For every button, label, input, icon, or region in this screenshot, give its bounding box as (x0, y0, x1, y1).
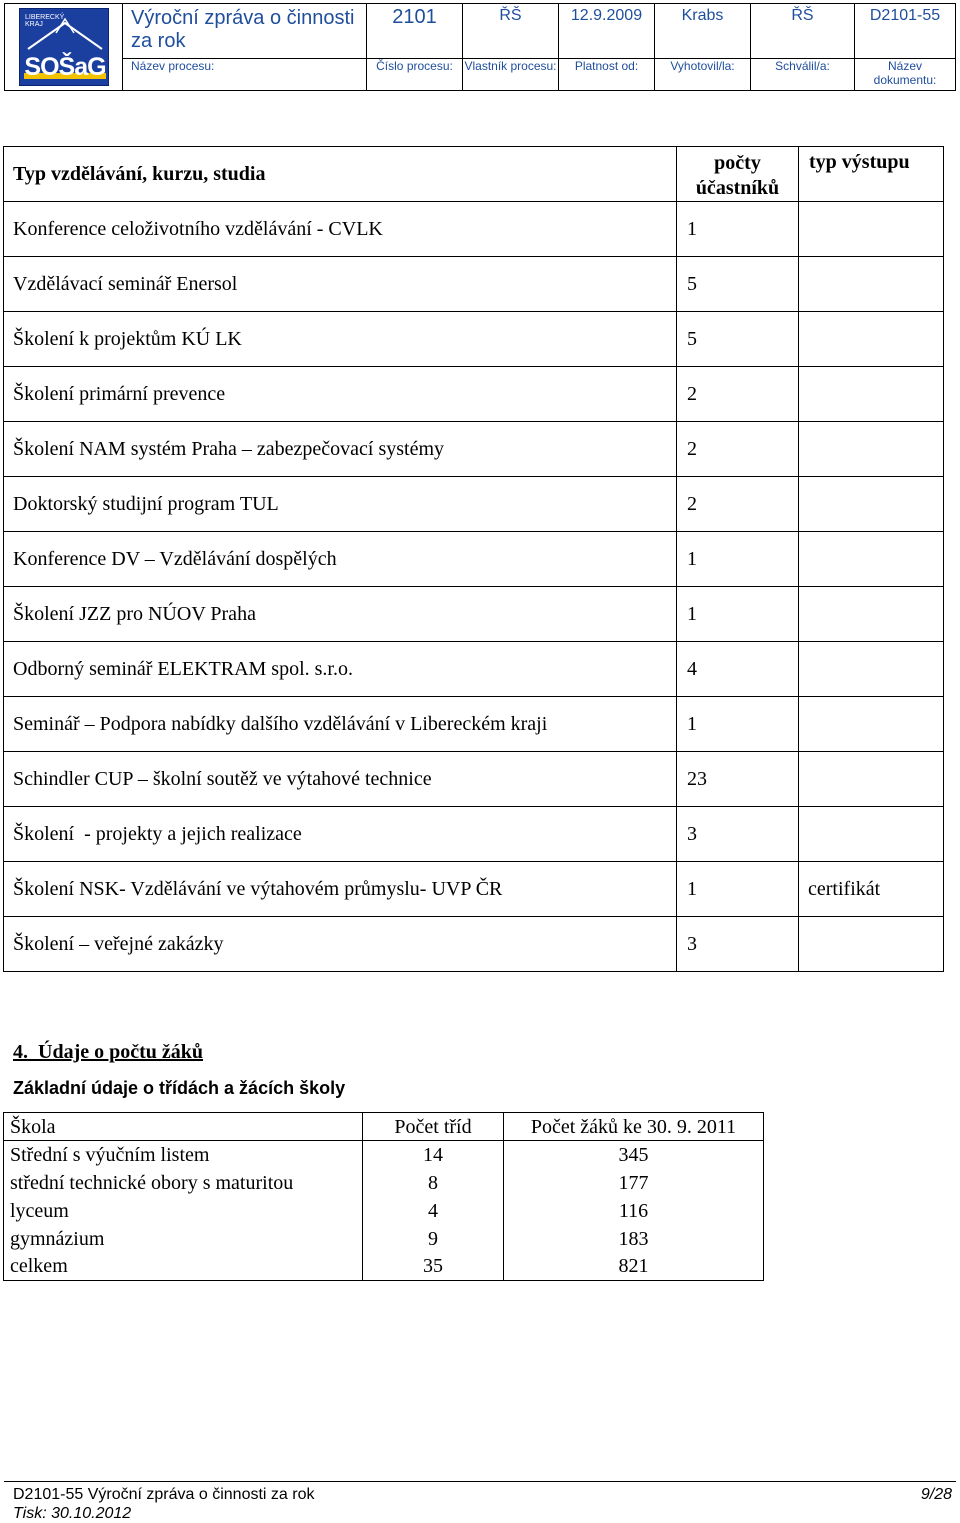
output-type (799, 807, 944, 862)
table-row (4, 917, 944, 972)
prepared-by-value: Krabs (655, 4, 750, 59)
output-type (799, 917, 944, 972)
table-row (4, 1169, 764, 1197)
training-name: Vzdělávací seminář Enersol (4, 257, 677, 312)
participant-count: 1 (677, 697, 799, 752)
table-row (4, 587, 944, 642)
table-row (4, 752, 944, 807)
training-name: Konference DV – Vzdělávání dospělých (4, 532, 677, 587)
header-training-type: Typ vzdělávání, kurzu, studia (4, 147, 677, 202)
student-count: 177 (504, 1169, 764, 1197)
footer-divider (4, 1481, 956, 1482)
class-count: 14 (363, 1141, 504, 1169)
table-row (4, 312, 944, 367)
table-row (4, 697, 944, 752)
output-type (799, 532, 944, 587)
participant-count: 1 (677, 862, 799, 917)
process-name-value: Výroční zpráva o činnosti za rok (123, 4, 366, 59)
document-name-value: D2101-55 (855, 4, 955, 59)
school-type: gymnázium (4, 1225, 363, 1253)
table-row (4, 807, 944, 862)
table-row (4, 642, 944, 697)
students-header-row (4, 1113, 764, 1141)
class-count: 9 (363, 1225, 504, 1253)
process-owner-label: Vlastník procesu: (464, 59, 557, 73)
table-row (4, 532, 944, 587)
section-subtitle: Základní údaje o třídách a žácích školy (13, 1078, 346, 1098)
footer-document: D2101-55 Výroční zpráva o činnosti za rok (13, 1486, 315, 1503)
training-name: Školení JZZ pro NÚOV Praha (4, 587, 677, 642)
training-header-row (4, 147, 944, 202)
header-student-count: Počet žáků ke 30. 9. 2011 (504, 1113, 764, 1141)
table-row (4, 367, 944, 422)
table-row (4, 1197, 764, 1225)
output-type (799, 202, 944, 257)
participant-count: 3 (677, 807, 799, 862)
output-type (799, 587, 944, 642)
header-prepared-by (655, 4, 751, 90)
student-count: 116 (504, 1197, 764, 1225)
participant-count: 1 (677, 202, 799, 257)
output-type (799, 642, 944, 697)
school-logo (19, 8, 109, 86)
section-title: 4. Údaje o počtu žáků (13, 1041, 204, 1063)
training-name: Schindler CUP – školní soutěž ve výtahové technice (4, 752, 677, 807)
table-row (4, 477, 944, 532)
training-table (3, 146, 944, 972)
output-type (799, 477, 944, 532)
logo-text: SOŠaG (24, 53, 106, 81)
student-count: 821 (504, 1253, 764, 1281)
header-participant-count: počty účastníků (677, 147, 799, 202)
participant-count: 2 (677, 367, 799, 422)
header-valid-from (559, 4, 655, 90)
training-name: Doktorský studijní program TUL (4, 477, 677, 532)
document-name-label: Název dokumentu: (873, 59, 937, 87)
header-approved-by (751, 4, 855, 90)
training-name: Školení NAM systém Praha – zabezpečovací systémy (4, 422, 677, 477)
valid-from-label: Platnost od: (574, 59, 639, 73)
header-class-count: Počet tříd (363, 1113, 504, 1141)
training-name: Konference celoživotního vzdělávání - CVLK (4, 202, 677, 257)
header-school-type: Škola (4, 1113, 363, 1141)
process-number-label: Číslo procesu: (376, 59, 453, 73)
header-output-type: typ výstupu (799, 147, 944, 202)
approved-by-value: ŘŠ (751, 4, 854, 59)
participant-count: 3 (677, 917, 799, 972)
process-name-label: Název procesu: (131, 59, 215, 73)
logo-cell (5, 4, 123, 90)
participant-count: 2 (677, 422, 799, 477)
process-number-value: 2101 (367, 4, 462, 59)
footer-page-number: 9/28 (920, 1486, 952, 1503)
output-type (799, 697, 944, 752)
participant-count: 1 (677, 587, 799, 642)
training-name: Školení - projekty a jejich realizace (4, 807, 677, 862)
class-count: 4 (363, 1197, 504, 1225)
training-name: Školení primární prevence (4, 367, 677, 422)
participant-count: 5 (677, 312, 799, 367)
header-process-name (123, 4, 367, 90)
table-row (4, 862, 944, 917)
school-type: Střední s výučním listem (4, 1141, 363, 1169)
footer-print-date: Tisk: 30.10.2012 (13, 1505, 132, 1522)
output-type (799, 312, 944, 367)
participant-count: 5 (677, 257, 799, 312)
table-row (4, 422, 944, 477)
valid-from-value: 12.9.2009 (559, 4, 654, 59)
table-row (4, 1225, 764, 1253)
header-document-name (855, 4, 955, 90)
training-name: Seminář – Podpora nabídky dalšího vzdělávání v Libereckém kraji (4, 697, 677, 752)
table-row (4, 202, 944, 257)
document-header (4, 3, 956, 91)
student-count: 345 (504, 1141, 764, 1169)
table-row (4, 1141, 764, 1169)
output-type (799, 752, 944, 807)
logo-region-text: LIBERECKÝ KRAJ (25, 14, 65, 28)
header-process-owner (463, 4, 559, 90)
student-count: 183 (504, 1225, 764, 1253)
table-row (4, 1253, 764, 1281)
students-table (3, 1112, 764, 1281)
participant-count: 4 (677, 642, 799, 697)
header-process-number (367, 4, 463, 90)
class-count: 35 (363, 1253, 504, 1281)
output-type (799, 257, 944, 312)
training-name: Odborný seminář ELEKTRAM spol. s.r.o. (4, 642, 677, 697)
output-type: certifikát (799, 862, 944, 917)
school-type: střední technické obory s maturitou (4, 1169, 363, 1197)
prepared-by-label: Vyhotovil/la: (670, 59, 735, 73)
training-name: Školení – veřejné zakázky (4, 917, 677, 972)
participant-count: 1 (677, 532, 799, 587)
approved-by-label: Schválil/a: (775, 59, 830, 73)
participant-count: 23 (677, 752, 799, 807)
school-type: lyceum (4, 1197, 363, 1225)
output-type (799, 422, 944, 477)
table-row (4, 257, 944, 312)
class-count: 8 (363, 1169, 504, 1197)
training-name: Školení NSK- Vzdělávání ve výtahovém průmyslu- UVP ČR (4, 862, 677, 917)
output-type (799, 367, 944, 422)
process-owner-value: ŘŠ (463, 4, 558, 59)
school-type: celkem (4, 1253, 363, 1281)
training-name: Školení k projektům KÚ LK (4, 312, 677, 367)
participant-count: 2 (677, 477, 799, 532)
